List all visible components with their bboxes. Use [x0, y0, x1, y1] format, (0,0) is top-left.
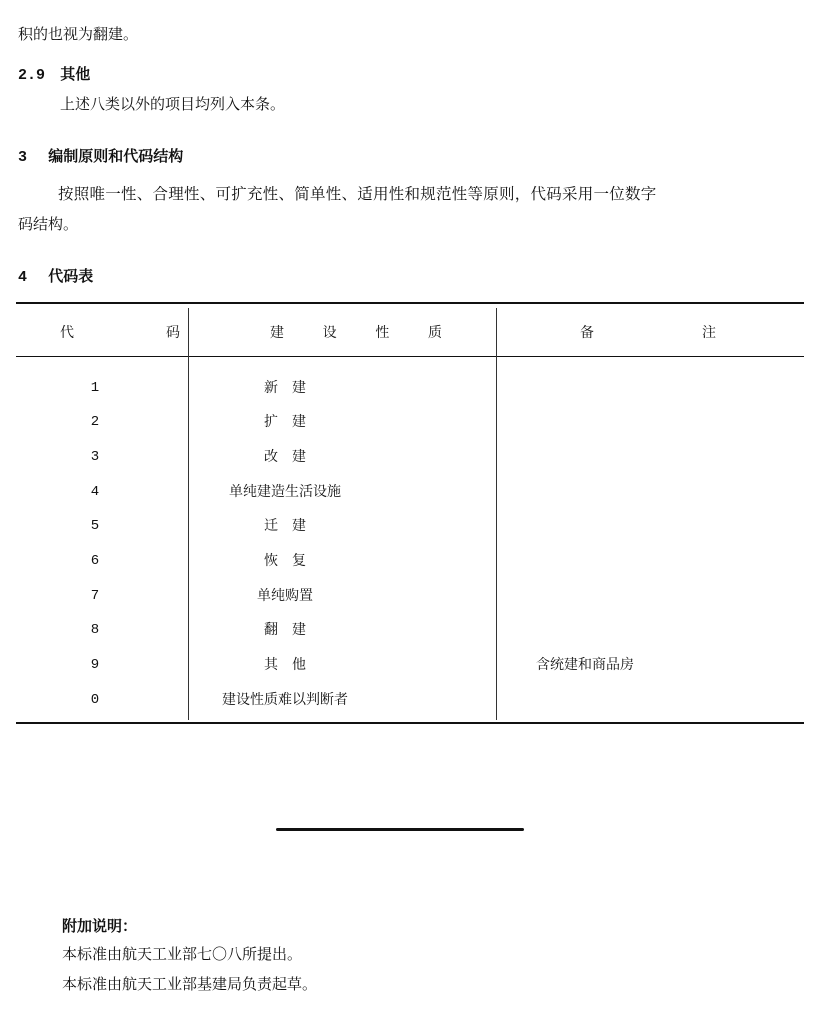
section-3-heading — [18, 146, 183, 168]
table-cell-nature: 单纯购置 — [257, 588, 313, 604]
table-cell-nature: 建设性质难以判断者 — [222, 692, 348, 708]
additional-notes-line2: 本标准由航天工业部基建局负责起草。 — [62, 975, 318, 993]
table-cell-code: 6 — [90, 553, 100, 569]
table-cell-nature: 改 建 — [264, 449, 306, 465]
section-3-body-line2: 码结构。 — [18, 215, 79, 233]
section-2-9-heading — [18, 64, 90, 86]
header-nature — [270, 310, 442, 354]
table-cell-nature: 迁 建 — [264, 518, 306, 534]
table-cell-nature: 扩 建 — [264, 414, 306, 430]
table-cell-nature: 翻 建 — [264, 622, 306, 638]
section-title: 编制原则和代码结构 — [48, 147, 184, 165]
previous-page-text: 积的也视为翻建。 — [18, 25, 139, 43]
table-cell-code: 7 — [90, 588, 100, 604]
section-title: 代码表 — [48, 267, 94, 285]
end-rule — [276, 828, 524, 831]
table-cell-code: 1 — [90, 380, 100, 396]
table-cell-code: 9 — [90, 657, 100, 673]
table-cell-code: 3 — [90, 449, 100, 465]
table-cell-code: 4 — [90, 484, 100, 500]
header-remark — [580, 310, 716, 354]
table-top-rule — [16, 302, 804, 304]
table-column-divider — [188, 308, 189, 720]
table-cell-code: 2 — [90, 414, 100, 430]
section-title: 其他 — [60, 65, 91, 83]
table-header-rule — [16, 356, 804, 357]
header-code-left: 代 — [60, 325, 74, 341]
section-number: 4 — [18, 269, 28, 286]
table-cell-nature: 新 建 — [264, 380, 306, 396]
table-cell-remark: 含统建和商品房 — [536, 657, 634, 673]
table-cell-nature: 其 他 — [264, 657, 306, 673]
header-nature-char: 质 — [427, 325, 442, 341]
table-cell-code: 5 — [90, 518, 100, 534]
table-cell-nature: 恢 复 — [264, 553, 306, 569]
section-4-heading — [18, 266, 93, 288]
table-cell-code: 8 — [90, 622, 100, 638]
table-column-divider — [496, 308, 497, 720]
header-code-right: 码 — [166, 325, 180, 341]
table-bottom-rule — [16, 722, 804, 724]
section-number: 2.9 — [18, 67, 46, 84]
additional-notes-title: 附加说明： — [62, 917, 138, 935]
table-cell-nature: 单纯建造生活设施 — [229, 484, 341, 500]
section-2-9-body: 上述八类以外的项目均列入本条。 — [60, 95, 286, 113]
header-remark-right: 注 — [702, 325, 716, 341]
table-cell-code: 0 — [90, 692, 100, 708]
header-remark-left: 备 — [580, 325, 594, 341]
section-3-body-line1: 按照唯一性、合理性、可扩充性、简单性、适用性和规范性等原则，代码采用一位数字 — [58, 185, 657, 203]
header-nature-char: 建 — [270, 325, 284, 341]
additional-notes-line1: 本标准由航天工业部七〇八所提出。 — [62, 945, 303, 963]
section-number: 3 — [18, 149, 28, 166]
header-nature-char: 设 — [322, 325, 337, 341]
header-code — [60, 310, 180, 354]
header-nature-char: 性 — [375, 325, 390, 341]
